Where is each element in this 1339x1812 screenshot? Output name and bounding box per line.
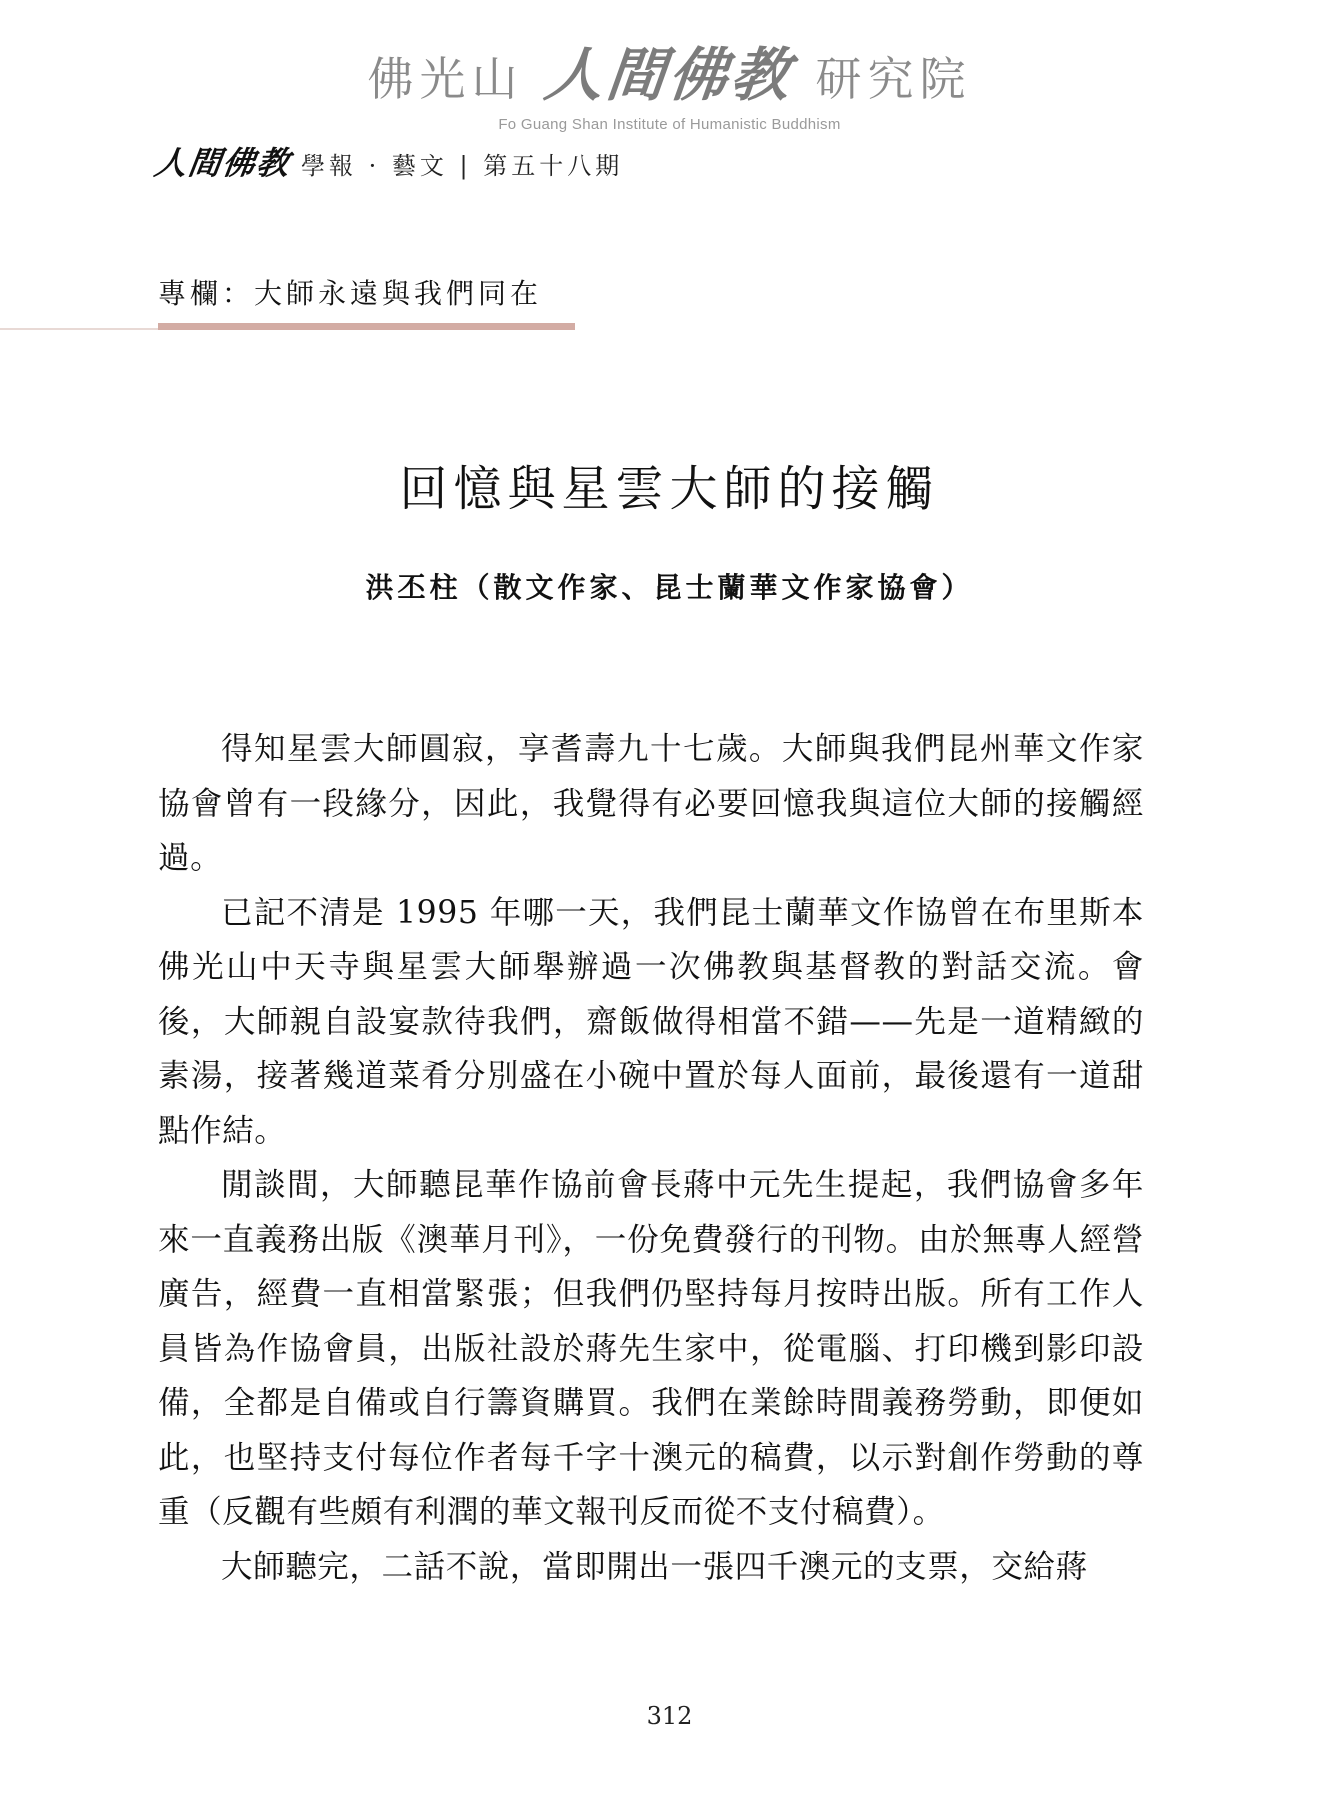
journal-line [152, 138, 624, 184]
journal-info: 學報 · 藝文 | 第五十八期 [301, 152, 624, 180]
article-title: 回憶與星雲大師的接觸 [399, 461, 940, 517]
paragraph: 已記不清是 1995 年哪一天，我們昆士蘭華文作協曾在布里斯本佛光山中天寺與星雲大師舉辦過一次佛教與基督教的對話交流。會後，大師親自設宴款待我們，齋飯做得相當不錯——先是一道精緻的素湯，接著幾道菜肴分別盛在小碗中置於每人面前，最後還有一道甜點作結。 [158, 894, 1144, 1149]
masthead-left: 佛光山 [367, 52, 524, 106]
paragraph: 閒談間，大師聽昆華作協前會長蔣中元先生提起，我們協會多年來一直義務出版《澳華月刊》，一份免費發行的刊物。由於無專人經營廣告，經費一直相當緊張；但我們仍堅持每月按時出版。所有工作人員皆為作協會員，出版社設於蔣先生家中，從電腦、打印機到影印設備，全都是自備或自行籌資購買。我們在業餘時間義務勞動，即便如此，也堅持支付每位作者每千字十澳元的稿費，以示對創作勞動的尊重（反觀有些頗有利潤的華文報刊反而從不支付稿費）。 [158, 1167, 1144, 1530]
masthead [0, 41, 1339, 133]
article-author: 洪丕柱（散文作家、昆士蘭華文作家協會） [365, 571, 974, 604]
column-header: 專欄：大師永遠與我們同在 [158, 277, 543, 310]
header-rule-thick [158, 323, 575, 330]
journal-logo: 人間佛教 [152, 144, 294, 182]
masthead-brush-logo: 人間佛教 [541, 41, 798, 109]
paragraph: 大師聽完，二話不說，當即開出一張四千澳元的支票，交給蔣 [221, 1548, 1088, 1585]
masthead-right: 研究院 [815, 52, 972, 106]
article-body [158, 722, 1144, 1594]
page-number: 312 [646, 1702, 693, 1730]
masthead-title [367, 41, 972, 109]
paragraph: 得知星雲大師圓寂，享耆壽九十七歲。大師與我們昆州華文作家協會曾有一段緣分，因此，我覺得有必要回憶我與這位大師的接觸經過。 [158, 731, 1144, 876]
masthead-subtitle: Fo Guang Shan Institute of Humanistic Buddhism [498, 116, 841, 133]
